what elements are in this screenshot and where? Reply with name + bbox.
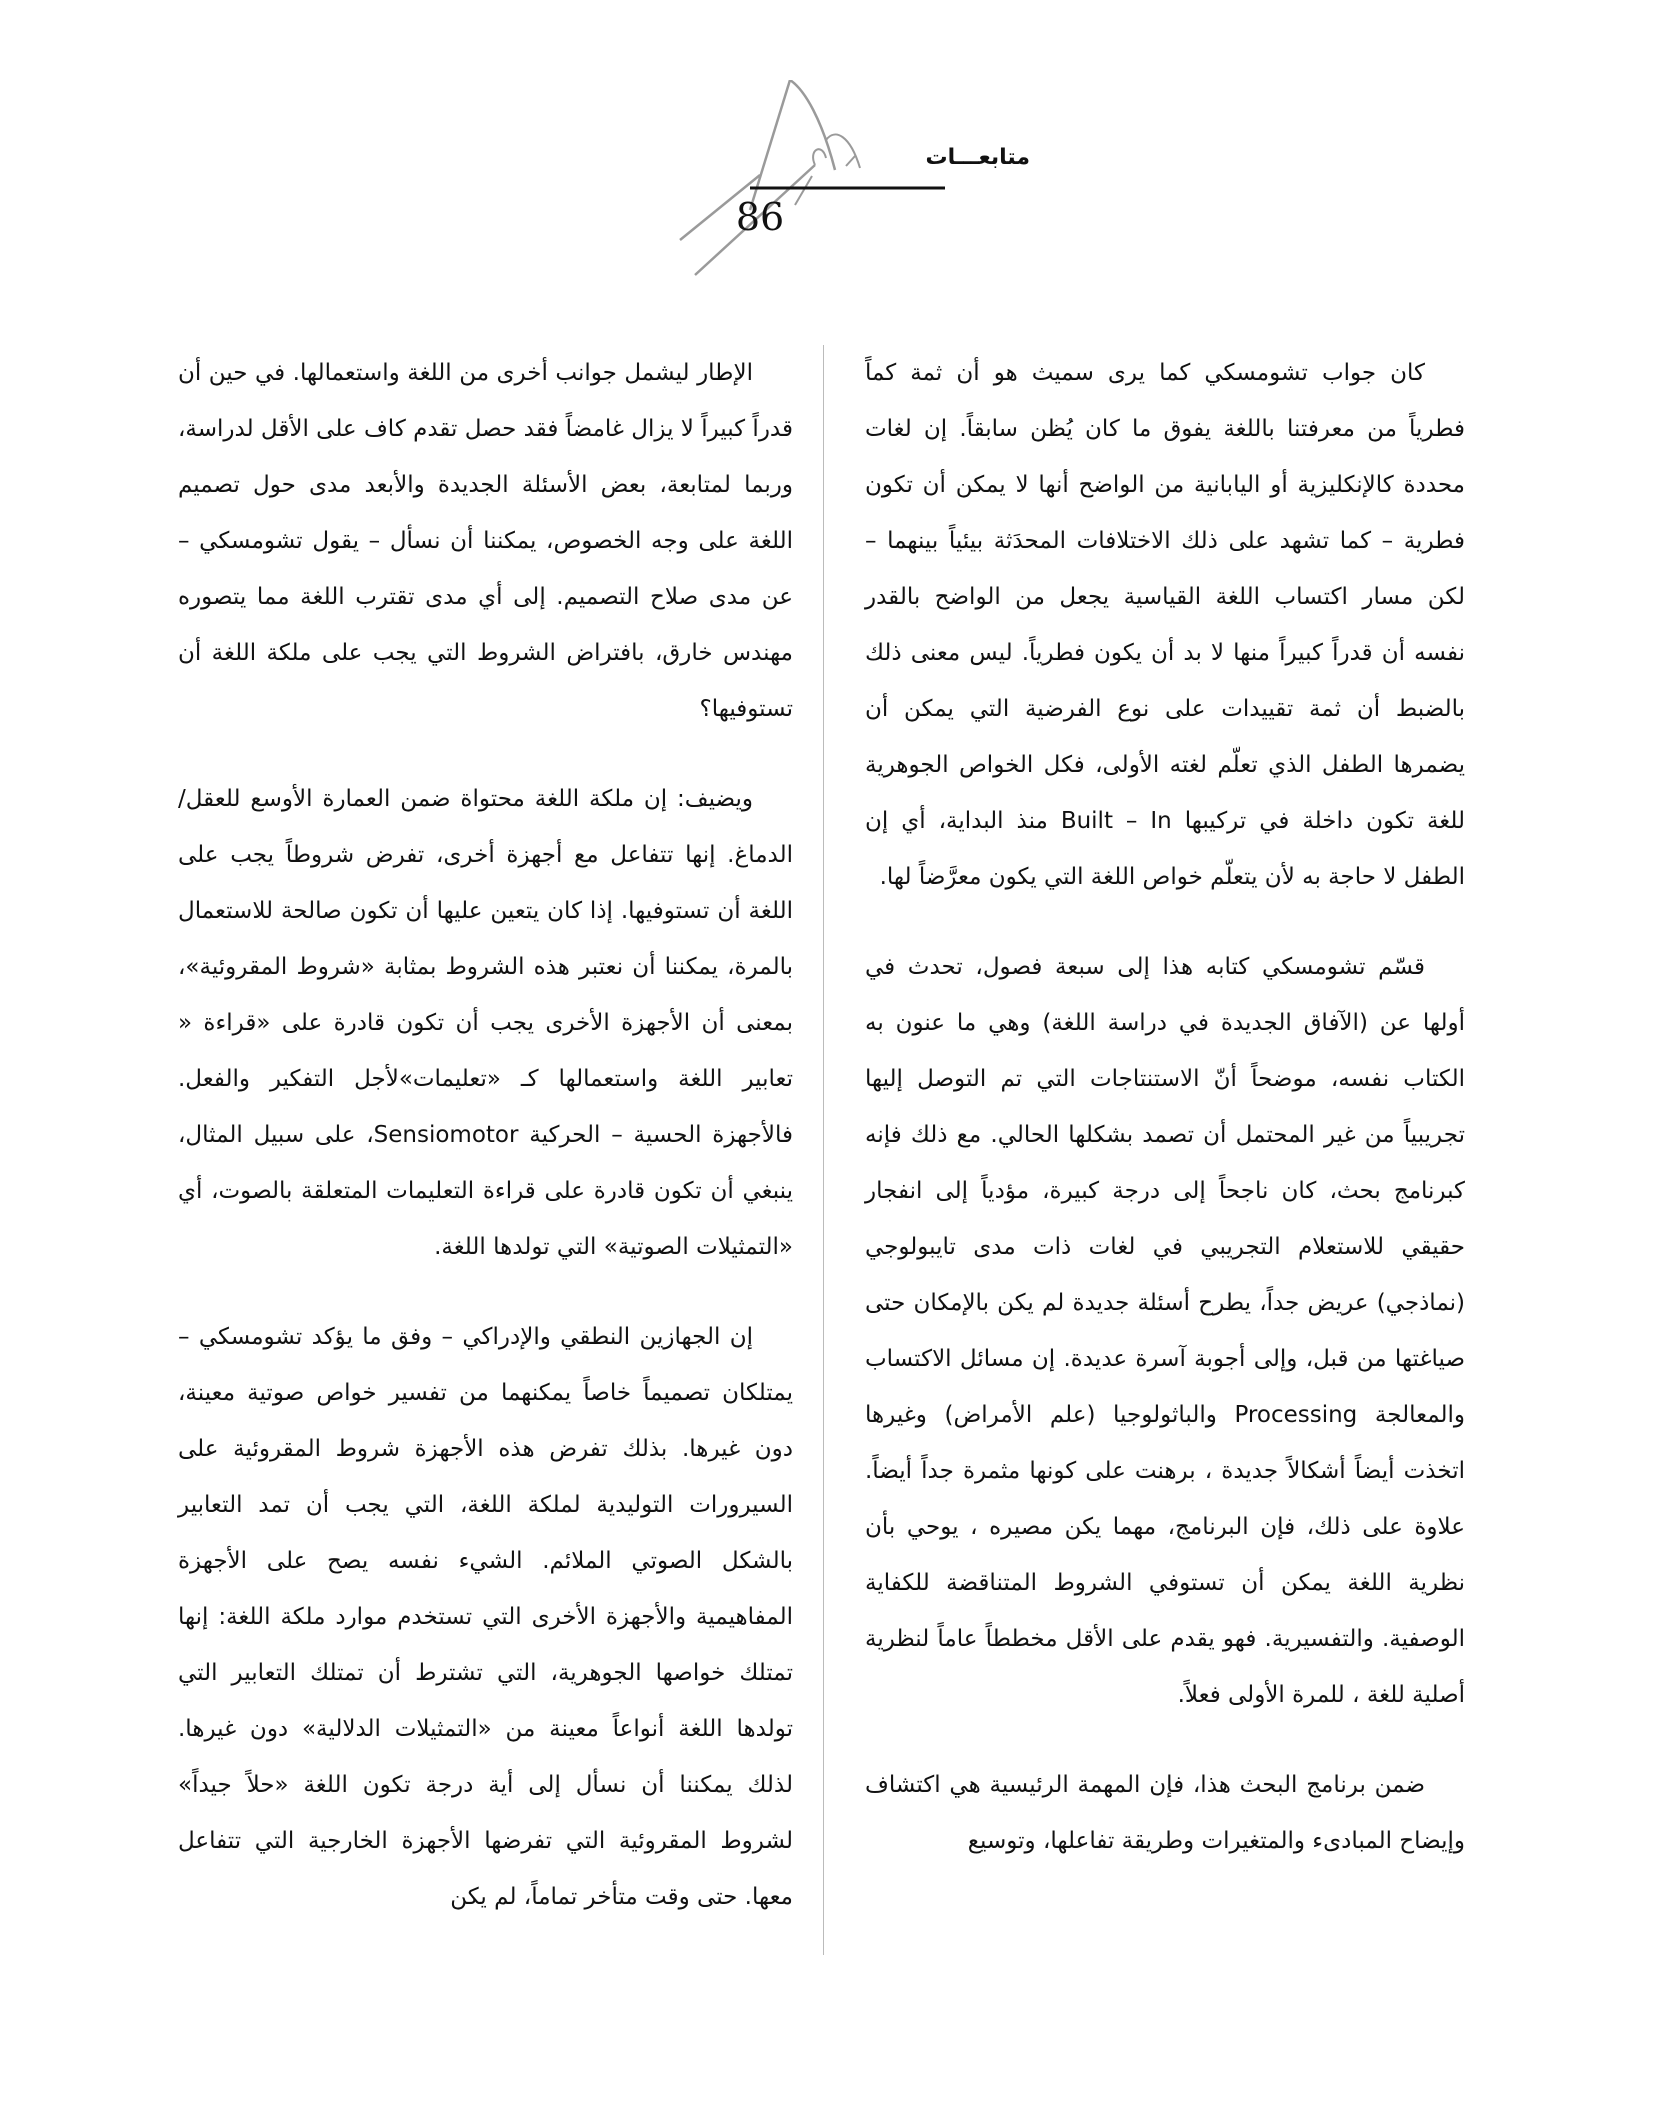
- column-divider: [823, 345, 824, 1955]
- paragraph: كان جواب تشومسكي كما يرى سميث هو أن ثمة كماً فطرياً من معرفتنا باللغة يفوق ما كان يُظن سابقاً. إن لغات محددة كالإنكليزية أو اليابانية من الواضح أنها لا يمكن أن تكون فطرية – كما تشهد على ذلك الاختلافات المحدَثة بيئياً بينهما – لكن مسار اكتساب اللغة القياسية يجعل من الواضح بالقدر نفسه أن قدراً كبيراً منها لا بد أن يكون فطرياً. ليس معنى ذلك بالضبط أن ثمة تقييدات على نوع الفرضية التي يمكن أن يضمرها الطفل الذي تعلّم لغته الأولى، فكل الخواص الجوهرية للغة تكون داخلة في تركيبها Built – In منذ البداية، أي إن الطفل لا حاجة به لأن يتعلّم خواص اللغة التي يكون معرَّضاً لها.: [865, 360, 1465, 890]
- paragraph: الإطار ليشمل جوانب أخرى من اللغة واستعمالها. في حين أن قدراً كبيراً لا يزال غامضاً فقد حصل تقدم كاف على الأقل لدراسة، وربما لمتابعة، بعض الأسئلة الجديدة والأبعد مدى حول تصميم اللغة على وجه الخصوص، يمكننا أن نسأل – يقول تشومسكي – عن مدى صلاح التصميم. إلى أي مدى تقترب اللغة مما يتصوره مهندس خارق، بافتراض الشروط التي يجب على ملكة اللغة أن تستوفيها؟: [178, 360, 793, 722]
- paragraph: ويضيف: إن ملكة اللغة محتواة ضمن العمارة الأوسع للعقل/ الدماغ. إنها تتفاعل مع أجهزة أخرى، تفرض شروطاً يجب على اللغة أن تستوفيها. إذا كان يتعين عليها أن تكون صالحة للاستعمال بالمرة، يمكننا أن نعتبر هذه الشروط بمثابة «شروط المقروئية»، بمعنى أن الأجهزة الأخرى يجب أن تكون قادرة على «قراءة « تعابير اللغة واستعمالها كـ «تعليمات»لأجل التفكير والفعل. فالأجهزة الحسية – الحركية Sensiomotor، على سبيل المثال، ينبغي أن تكون قادرة على قراءة التعليمات المتعلقة بالصوت، أي «التمثيلات الصوتية» التي تولدها اللغة.: [178, 786, 793, 1260]
- page-header: [600, 80, 1030, 320]
- paragraph: قسّم تشومسكي كتابه هذا إلى سبعة فصول، تحدث في أولها عن (الآفاق الجديدة في دراسة اللغة) وهي ما عنون به الكتاب نفسه، موضحاً أنّ الاستنتاجات التي تم التوصل إليها تجريبياً من غير المحتمل أن تصمد بشكلها الحالي. مع ذلك فإنه كبرنامج بحث، كان ناجحاً إلى درجة كبيرة، مؤدياً إلى انفجار حقيقي للاستعلام التجريبي في لغات ذات مدى تايبولوجي (نماذجي) عريض جداً، يطرح أسئلة جديدة لم يكن بالإمكان حتى صياغتها من قبل، وإلى أجوبة آسرة عديدة. إن مسائل الاكتساب والمعالجة Processing والباثولوجيا (علم الأمراض) وغيرها اتخذت أيضاً أشكالاً جديدة ، برهنت على كونها مثمرة جداً أيضاً. علاوة على ذلك، فإن البرنامج، مهما يكن مصيره ، يوحي بأن نظرية اللغة يمكن أن تستوفي الشروط المتناقضة للكفاية الوصفية. والتفسيرية. فهو يقدم على الأقل مخططاً عاماً لنظرية أصلية للغة ، للمرة الأولى فعلاً.: [865, 954, 1466, 1708]
- page-number: 86: [735, 195, 785, 239]
- right-column: [865, 345, 1465, 1903]
- paragraph: إن الجهازين النطقي والإدراكي – وفق ما يؤكد تشومسكي – يمتلكان تصميماً خاصاً يمكنهما من تفسير خواص صوتية معينة، دون غيرها. بذلك تفرض هذه الأجهزة شروط المقروئية على السيرورات التوليدية لملكة اللغة، التي يجب أن تمد التعابير بالشكل الصوتي الملائم. الشيء نفسه يصح على الأجهزة المفاهيمية والأجهزة الأخرى التي تستخدم موارد ملكة اللغة: إنها تمتلك خواصها الجوهرية، التي تشترط أن تمتلك التعابير التي تولدها اللغة أنواعاً معينة من «التمثيلات الدلالية» دون غيرها. لذلك يمكننا أن نسأل إلى أية درجة تكون اللغة «حلاً جيداً» لشروط المقروئية التي تفرضها الأجهزة الخارجية التي تتفاعل معها. حتى وقت متأخر تماماً، لم يكن: [178, 1324, 793, 1910]
- left-column: [178, 345, 793, 1959]
- section-label: متابعـــات: [925, 145, 1030, 170]
- paragraph: ضمن برنامج البحث هذا، فإن المهمة الرئيسية هي اكتشاف وإيضاح المبادىء والمتغيرات وطريقة تفاعلها، وتوسيع: [865, 1772, 1465, 1854]
